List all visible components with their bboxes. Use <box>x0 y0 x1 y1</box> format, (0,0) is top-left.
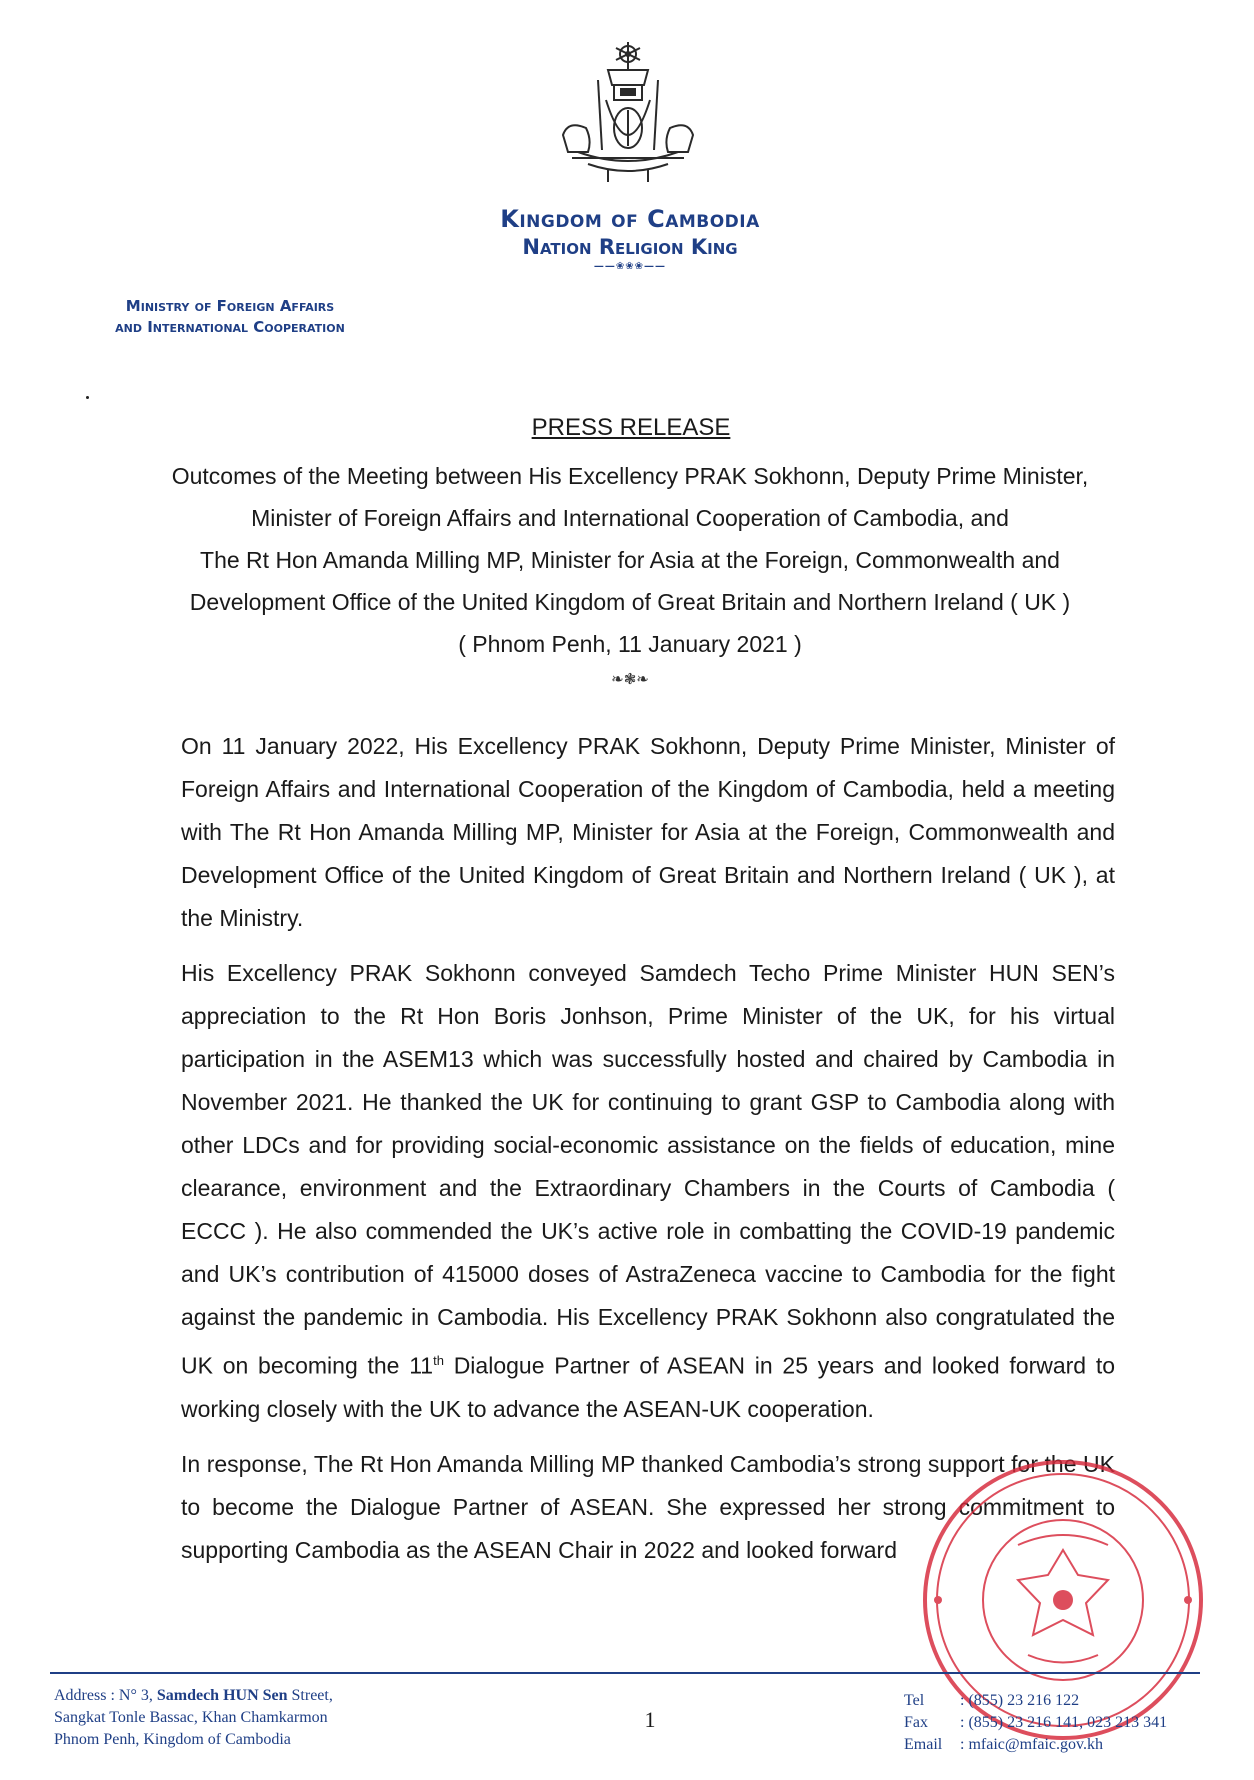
press-release-heading <box>400 414 862 442</box>
address-line-1 <box>54 1685 333 1707</box>
press-release-label: PRESS RELEASE <box>531 414 731 441</box>
address-line-3: Phnom Penh, Kingdom of Cambodia <box>54 1731 291 1748</box>
tel-label: Tel <box>904 1692 925 1709</box>
paragraph-2 <box>181 952 1115 1431</box>
paragraph-2-part-b: Dialogue Partner of ASEAN in 25 years and looked forward to working closely with the UK to advance the ASEAN-UK cooperation. <box>181 1352 1116 1422</box>
fax-label: Fax <box>904 1714 928 1731</box>
national-motto: Nation Religion King <box>522 235 738 259</box>
country-header <box>380 205 880 272</box>
paragraph-2-part-a: His Excellency PRAK Sokhonn conveyed Samdech Techo Prime Minister HUN SEN’s appreciation to the Rt Hon Boris Jonhson, Prime Minister of the UK, for his virtual participation in the ASEM13 which was successfully hosted and chaired by Cambodia in November 2021. He thanked the UK for continuing to grant GSP to Cambodia along with other LDCs and for providing social-economic assistance on the fields of education, mine clearance, environment and the Extraordinary Chambers in the Courts of Cambodia ( ECCC ). He also commended the UK’s active role in combatting the COVID-19 pandemic and UK’s contribution of 415000 doses of AstraZeneca vaccine to Cambodia for the fight against the pandemic in Cambodia. His Excellency PRAK Sokhonn also congratulated the UK on becoming the 11 <box>181 960 1115 1379</box>
ministry-line-1: Ministry of Foreign Affairs <box>125 297 335 315</box>
stray-dot <box>86 396 89 399</box>
address-street-name: Samdech HUN Sen <box>156 1687 288 1704</box>
ornament-divider: ——❀❀❀—— <box>593 261 667 272</box>
email-label: Email <box>904 1736 943 1753</box>
page-number: 1 <box>644 1707 656 1732</box>
contact-info <box>904 1690 1167 1756</box>
footer-divider <box>50 1672 1200 1674</box>
subtitle-line-1: Outcomes of the Meeting between His Excellency PRAK Sokhonn, Deputy Prime Minister, <box>171 463 1089 489</box>
royal-coat-of-arms-icon <box>548 40 708 190</box>
country-name: Kingdom of Cambodia <box>500 205 760 233</box>
ministry-line-2: and International Cooperation <box>115 318 345 336</box>
address-street-suffix: Street, <box>287 1687 333 1704</box>
subtitle-line-3: The Rt Hon Amanda Milling MP, Minister for Asia at the Foreign, Commonwealth and <box>200 547 1060 573</box>
ministry-address <box>54 1685 333 1751</box>
ordinal-suffix: th <box>433 1353 444 1368</box>
subtitle-line-2: Minister of Foreign Affairs and International Cooperation of Cambodia, and <box>251 505 1009 531</box>
paragraph-1: On 11 January 2022, His Excellency PRAK Sokhonn, Deputy Prime Minister, Minister of Foreign Affairs and International Cooperation of the Kingdom of Cambodia, held a meeting with The Rt Hon Amanda Milling MP, Minister for Asia at the Foreign, Commonwealth and Development Office of the United Kingdom of Great Britain and Northern Ireland ( UK ), at the Ministry. <box>181 733 1115 931</box>
tel-row <box>904 1690 1167 1712</box>
email-value: : mfaic@mfaic.gov.kh <box>960 1736 1103 1753</box>
flourish-icon: ❧❃❧ <box>611 671 649 688</box>
dateline: ( Phnom Penh, 11 January 2021 ) <box>458 631 802 657</box>
paragraph-3: In response, The Rt Hon Amanda Milling MP thanked Cambodia’s strong support for the UK to become the Dialogue Partner of ASEAN. She expressed her strong commitment to supporting Cambodia as the ASEAN Chair in 2022 and looked forward <box>181 1450 1115 1563</box>
fax-value: : (855) 23 216 141, 023 213 341 <box>960 1714 1168 1731</box>
press-release-subtitle <box>130 455 1130 665</box>
address-prefix: Address : N° 3, <box>54 1687 157 1704</box>
fax-row <box>904 1712 1167 1734</box>
address-line-2: Sangkat Tonle Bassac, Khan Chamkarmon <box>54 1709 328 1726</box>
email-row <box>904 1734 1167 1756</box>
subtitle-line-4: Development Office of the United Kingdom of Great Britain and Northern Ireland ( UK ) <box>189 589 1071 615</box>
ministry-name <box>40 296 420 338</box>
tel-value: : (855) 23 216 122 <box>960 1692 1080 1709</box>
